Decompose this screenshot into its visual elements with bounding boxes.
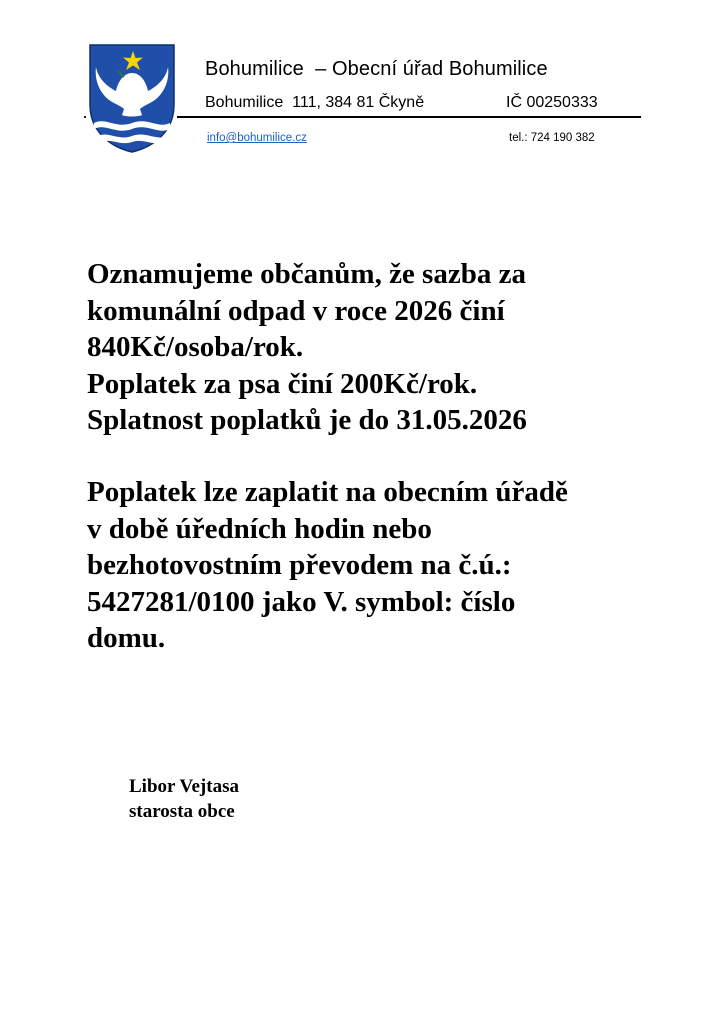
- text-line: 5427281/0100 jako V. symbol: číslo: [87, 585, 516, 618]
- text-line: komunální odpad v roce 2026 činí: [87, 294, 505, 327]
- header-divider: [177, 116, 641, 118]
- text-line: Poplatek za psa činí 200Kč/rok.: [87, 367, 478, 400]
- notice-paragraph-fees: [87, 256, 527, 439]
- text-line: Splatnost poplatků je do 31.05.2026: [87, 404, 527, 436]
- signature-block: [129, 774, 239, 824]
- coat-of-arms-icon: [88, 43, 176, 153]
- notice-paragraph-payment: [87, 474, 568, 657]
- office-address: Bohumilice 111, 384 81 Čkyně: [205, 94, 425, 111]
- text-line: bezhotovostním převodem na č.ú.:: [87, 549, 512, 581]
- text-line: v době úředních hodin nebo: [87, 512, 432, 545]
- stray-dot: [84, 116, 86, 118]
- signatory-role: starosta obce: [129, 801, 235, 822]
- office-title: Bohumilice – Obecní úřad Bohumilice: [205, 58, 548, 80]
- text-line: domu.: [87, 622, 166, 654]
- office-ic: IČ 00250333: [506, 94, 598, 111]
- signatory-name: Libor Vejtasa: [129, 776, 239, 797]
- email-link[interactable]: info@bohumilice.cz: [207, 132, 307, 144]
- text-line: Oznamujeme občanům, že sazba za: [87, 258, 526, 290]
- text-line: Poplatek lze zaplatit na obecním úřadě: [87, 476, 568, 508]
- phone-number: tel.: 724 190 382: [509, 132, 595, 144]
- text-line: 840Kč/osoba/rok.: [87, 331, 304, 363]
